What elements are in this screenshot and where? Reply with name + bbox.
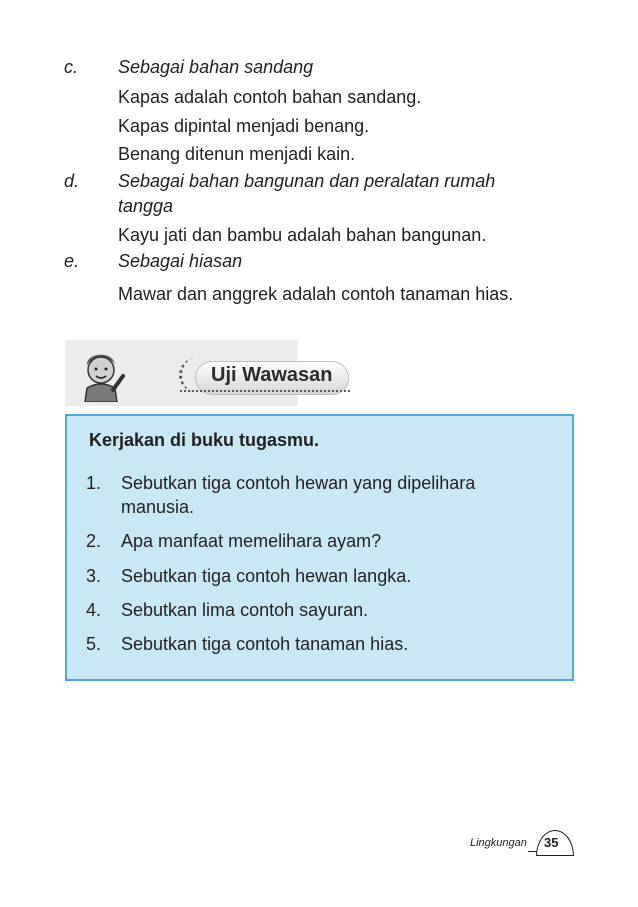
exercise-text: Sebutkan tiga contoh tanaman hias. <box>121 634 409 654</box>
exercise-text: Apa manfaat memelihara ayam? <box>121 531 382 551</box>
boy-pointing-icon <box>77 346 125 402</box>
exercise-number: 5. <box>86 634 102 654</box>
list-heading: Sebagai bahan bangunan dan peralatan rumah <box>118 171 496 191</box>
exercise-text: Sebutkan tiga contoh hewan langka. <box>121 566 412 586</box>
list-letter: d. <box>64 171 80 191</box>
list-letter: c. <box>64 57 79 77</box>
list-heading: Sebagai hiasan <box>118 251 243 271</box>
badge-label: Uji Wawasan <box>211 364 333 386</box>
exercise-text: Sebutkan tiga contoh hewan yang dipelihara <box>121 473 476 493</box>
body-line: Kapas dipintal menjadi benang. <box>118 116 370 136</box>
badge-dotted-line <box>180 390 350 392</box>
exercise-text: Sebutkan lima contoh sayuran. <box>121 600 369 620</box>
exercise-title: Kerjakan di buku tugasmu. <box>89 430 320 450</box>
exercise-number: 2. <box>86 531 102 551</box>
body-line: Kapas adalah contoh bahan sandang. <box>118 87 422 107</box>
body-line: Benang ditenun menjadi kain. <box>118 144 356 164</box>
exercise-number: 4. <box>86 600 102 620</box>
list-letter: e. <box>64 251 80 271</box>
list-heading: Sebagai bahan sandang <box>118 57 314 77</box>
list-heading-continued: tangga <box>118 196 174 216</box>
exercise-box <box>65 414 574 681</box>
body-line: Mawar dan anggrek adalah contoh tanaman hias. <box>118 284 514 304</box>
body-line: Kayu jati dan bambu adalah bahan bangunan. <box>118 225 487 245</box>
footer-chapter-label: Lingkungan <box>470 837 527 849</box>
page-number: 35 <box>544 835 559 850</box>
exercise-number: 3. <box>86 566 102 586</box>
exercise-number: 1. <box>86 473 102 493</box>
uji-wawasan-badge <box>65 340 333 406</box>
exercise-text: manusia. <box>121 497 195 517</box>
